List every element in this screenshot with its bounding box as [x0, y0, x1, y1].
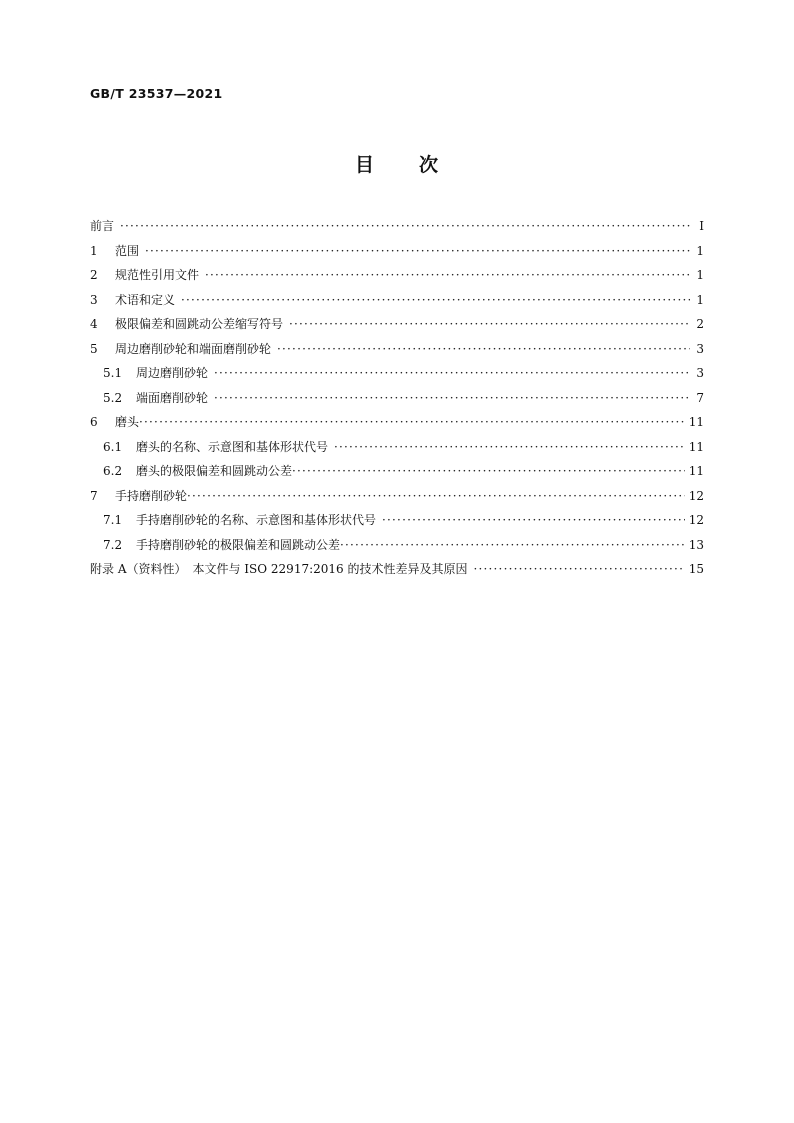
toc-entry-text: 手持磨削砂轮 — [115, 488, 188, 503]
toc-leader-dots — [340, 537, 685, 553]
toc-entry-text: 前言 — [90, 219, 115, 233]
toc-leader-dots — [214, 365, 690, 381]
toc-entry-6[interactable] — [90, 414, 704, 439]
toc-entry-number: 5.1 — [103, 366, 123, 380]
toc-entry-4[interactable] — [90, 316, 704, 341]
table-of-contents — [90, 218, 704, 586]
toc-leader-dots — [382, 512, 685, 528]
toc-entry-text: 附录 A（资料性） 本文件与 ISO 22917:2016 的技术性差异及其原因 — [90, 562, 468, 576]
toc-leader-dots — [473, 561, 684, 577]
toc-leader-dots — [334, 439, 685, 455]
toc-entry-page: 12 — [688, 488, 704, 503]
toc-entry-5-2[interactable] — [90, 390, 704, 415]
toc-leader-dots — [120, 218, 690, 234]
toc-entry-5[interactable] — [90, 341, 704, 366]
toc-leader-dots — [289, 316, 690, 332]
toc-entry-text: 磨头的名称、示意图和基体形状代号 — [136, 439, 329, 454]
toc-entry-page: 13 — [688, 537, 704, 552]
toc-entry-text: 术语和定义 — [115, 292, 176, 307]
toc-entry-number: 6.1 — [103, 439, 123, 454]
toc-entry-7[interactable] — [90, 488, 704, 513]
toc-entry-page: 12 — [688, 513, 704, 527]
toc-leader-dots — [277, 341, 690, 357]
toc-entry-number: 7.1 — [103, 513, 123, 527]
toc-leader-dots — [205, 267, 690, 283]
toc-leader-dots — [292, 463, 685, 479]
toc-leader-dots — [214, 390, 690, 406]
toc-entry-5-1[interactable] — [90, 365, 704, 390]
toc-entry-page: Ⅰ — [699, 219, 704, 233]
toc-entry-page: 1 — [696, 292, 704, 307]
title-part-1: 目 — [354, 154, 375, 176]
toc-entry-6-1[interactable] — [90, 439, 704, 464]
toc-entry-page: 3 — [696, 341, 704, 356]
toc-entry-page: 11 — [688, 415, 704, 429]
toc-entry-page: 2 — [696, 317, 704, 331]
toc-entry-number: 7.2 — [103, 537, 123, 552]
toc-entry-number: 6 — [90, 415, 98, 429]
toc-entry-7-2[interactable] — [90, 537, 704, 562]
toc-entry-3[interactable] — [90, 292, 704, 317]
toc-entry-page: 11 — [688, 464, 704, 478]
toc-entry-text: 极限偏差和圆跳动公差缩写符号 — [115, 317, 284, 331]
toc-entry-page: 15 — [688, 562, 704, 576]
toc-leader-dots — [187, 488, 685, 504]
toc-entry-number: 5.2 — [103, 390, 123, 405]
toc-entry-7-1[interactable] — [90, 512, 704, 537]
toc-entry-text: 周边磨削砂轮 — [136, 366, 209, 380]
toc-entry-text: 规范性引用文件 — [115, 268, 200, 282]
toc-entry-text: 磨头 — [115, 415, 140, 429]
page-title — [0, 150, 794, 177]
toc-entry-6-2[interactable] — [90, 463, 704, 488]
toc-entry-number: 2 — [90, 268, 98, 282]
toc-entry-annex-a[interactable] — [90, 561, 704, 586]
toc-leader-dots — [181, 292, 690, 308]
toc-entry-page: 3 — [696, 366, 704, 380]
toc-entry-text: 范围 — [115, 243, 140, 258]
toc-entry-page: 11 — [688, 439, 704, 454]
standard-code: GB/T 23537—2021 — [90, 86, 223, 101]
toc-entry-text: 端面磨削砂轮 — [136, 390, 209, 405]
toc-entry-1[interactable] — [90, 243, 704, 268]
toc-entry-number: 5 — [90, 341, 98, 356]
toc-entry-page: 7 — [696, 390, 704, 405]
toc-entry-number: 3 — [90, 292, 98, 307]
toc-entry-number: 1 — [90, 243, 98, 258]
toc-entry-text: 手持磨削砂轮的极限偏差和圆跳动公差 — [136, 537, 341, 552]
title-part-2: 次 — [419, 154, 440, 176]
toc-entry-text: 周边磨削砂轮和端面磨削砂轮 — [115, 341, 272, 356]
toc-entry-number: 6.2 — [103, 464, 123, 478]
toc-leader-dots — [139, 414, 685, 430]
toc-entry-page: 1 — [696, 268, 704, 282]
toc-entry-text: 磨头的极限偏差和圆跳动公差 — [136, 464, 293, 478]
toc-leader-dots — [145, 243, 690, 259]
toc-entry-number: 7 — [90, 488, 98, 503]
toc-entry-number: 4 — [90, 317, 98, 331]
toc-entry-text: 手持磨削砂轮的名称、示意图和基体形状代号 — [136, 513, 377, 527]
toc-entry-foreword[interactable] — [90, 218, 704, 243]
toc-entry-2[interactable] — [90, 267, 704, 292]
toc-entry-page: 1 — [696, 243, 704, 258]
